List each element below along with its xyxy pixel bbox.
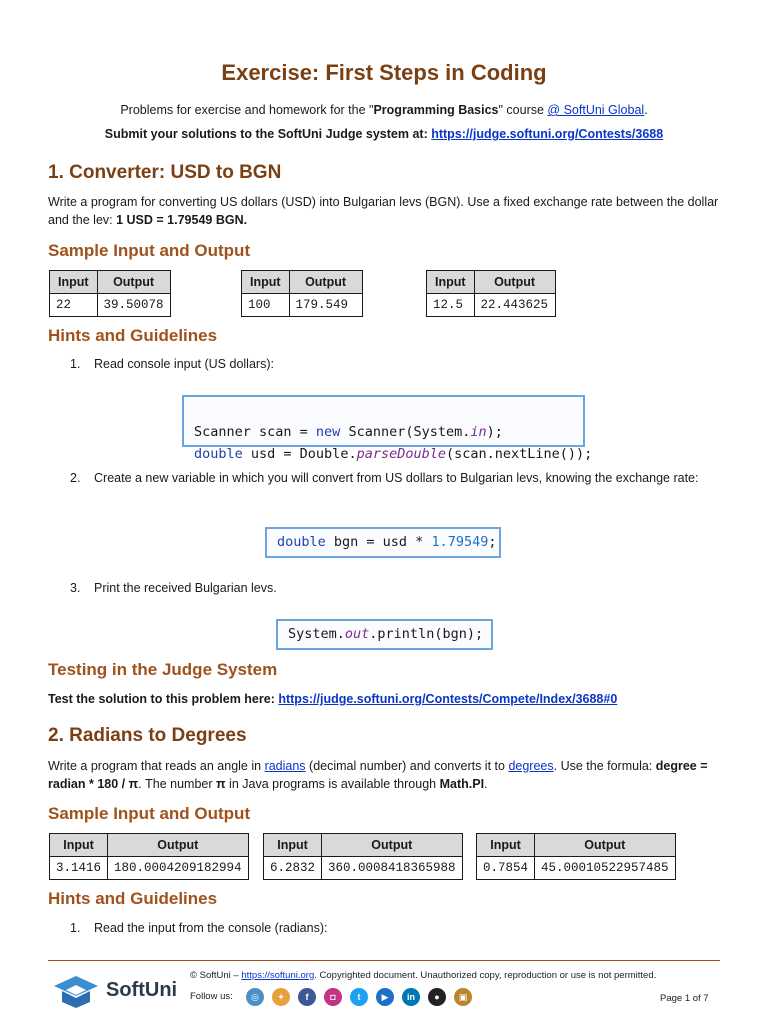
formula: degree = radian * 180 / π <box>48 759 708 791</box>
follow-us-label: Follow us: <box>190 991 233 1002</box>
output-cell: 360.0008418365988 <box>322 857 463 880</box>
section2-description: Write a program that reads an angle in radians (decimal number) and converts it to degrees. Use the formula: degree = radian * 180 / π. The number π in Java programs is available through Math.PI. <box>48 759 708 791</box>
input-header: Input <box>264 834 322 857</box>
step-number: 3. <box>70 581 81 595</box>
step-text: Read the input from the console (radians): <box>94 921 328 935</box>
instagram-icon[interactable]: ◘ <box>324 988 342 1006</box>
social-icons <box>246 988 472 1006</box>
footer-divider <box>48 960 720 961</box>
input-cell: 22 <box>50 294 98 317</box>
section1-description <box>48 193 720 229</box>
twitter-icon[interactable]: t <box>350 988 368 1006</box>
linkedin-icon[interactable]: in <box>402 988 420 1006</box>
code-snippet-read-input: Scanner scan = new Scanner(System.in); double usd = Double.parseDouble(scan.nextLine()); <box>182 395 585 447</box>
brand-name: SoftUni <box>106 979 178 1001</box>
step-number: 2. <box>70 471 81 485</box>
shop-icon[interactable]: ▣ <box>454 988 472 1006</box>
github-icon[interactable]: ● <box>428 988 446 1006</box>
step-number: 1. <box>70 357 81 371</box>
section2-heading: 2. Radians to Degrees <box>48 725 247 746</box>
degrees-link[interactable]: degrees <box>508 759 554 773</box>
judge-contest-link[interactable]: https://judge.softuni.org/Contests/3688 <box>431 127 664 141</box>
radians-link[interactable]: radians <box>264 759 306 773</box>
code-snippet-convert: double bgn = usd * 1.79549; <box>265 527 501 558</box>
intro-line-2 <box>0 127 768 141</box>
judge-problem-link[interactable]: https://judge.softuni.org/Contests/Compete/Index/3688#0 <box>278 692 618 706</box>
step-text: Print the received Bulgarian levs. <box>94 581 277 595</box>
softuni-global-link[interactable]: @ SoftUni Global <box>547 103 645 117</box>
softuni-site-link[interactable]: https://softuni.org <box>241 970 315 981</box>
input-header: Input <box>427 271 475 294</box>
intro-text: " course <box>498 103 548 117</box>
facebook-icon[interactable]: f <box>298 988 316 1006</box>
code-snippet-print: System.out.println(bgn); <box>276 619 493 650</box>
intro-text: Problems for exercise and homework for the " <box>120 103 374 117</box>
section1-heading: 1. Converter: USD to BGN <box>48 162 282 183</box>
testing-line <box>48 690 720 708</box>
softuni-logo[interactable] <box>52 970 182 1010</box>
intro-text: . <box>644 103 648 117</box>
output-header: Output <box>474 271 555 294</box>
sample-table-4 <box>49 833 249 880</box>
softuni-icon[interactable]: ✦ <box>272 988 290 1006</box>
output-cell: 45.00010522957485 <box>535 857 676 880</box>
step-text: Read console input (US dollars): <box>94 357 274 371</box>
section1-sample-heading: Sample Input and Output <box>48 241 251 260</box>
page-title: Exercise: First Steps in Coding <box>221 60 547 85</box>
output-cell: 39.50078 <box>97 294 170 317</box>
section2-sample-heading: Sample Input and Output <box>48 804 251 823</box>
output-header: Output <box>322 834 463 857</box>
section2-hints-heading: Hints and Guidelines <box>48 889 218 908</box>
testing-heading: Testing in the Judge System <box>48 660 278 679</box>
testing-text: Test the solution to this problem here: <box>48 692 279 706</box>
input-header: Input <box>50 271 98 294</box>
step-text: Create a new variable in which you will convert from US dollars to Bulgarian levs, knowing the exchange rate: <box>94 471 699 485</box>
softuni-global-icon[interactable]: ◎ <box>246 988 264 1006</box>
output-header: Output <box>97 271 170 294</box>
course-name: Programming Basics <box>373 103 499 117</box>
sample-table-1 <box>49 270 171 317</box>
submit-text: Submit your solutions to the SoftUni Judge system at: <box>104 127 432 141</box>
input-cell: 3.1416 <box>50 857 108 880</box>
sample-table-2 <box>241 270 363 317</box>
sample-table-3 <box>426 270 556 317</box>
intro-line-1 <box>0 103 768 117</box>
description-text: Write a program for converting US dollars (USD) into Bulgarian levs (BGN). Use a fixed exchange rate between the dollar and the lev: <box>48 195 719 227</box>
input-cell: 0.7854 <box>477 857 535 880</box>
output-header: Output <box>535 834 676 857</box>
section1-hints-heading: Hints and Guidelines <box>48 326 218 345</box>
output-header: Output <box>289 271 362 294</box>
output-header: Output <box>108 834 249 857</box>
output-cell: 180.0004209182994 <box>108 857 249 880</box>
input-cell: 6.2832 <box>264 857 322 880</box>
input-cell: 12.5 <box>427 294 475 317</box>
math-pi: Math.PI <box>439 777 485 791</box>
page-number: Page 1 of 7 <box>660 993 709 1004</box>
sample-table-5 <box>263 833 463 880</box>
youtube-icon[interactable]: ▶ <box>376 988 394 1006</box>
input-header: Input <box>242 271 290 294</box>
input-header: Input <box>50 834 108 857</box>
output-cell: 22.443625 <box>474 294 555 317</box>
output-cell: 179.549 <box>289 294 362 317</box>
input-header: Input <box>477 834 535 857</box>
input-cell: 100 <box>242 294 290 317</box>
step-number: 1. <box>70 921 81 935</box>
exchange-rate: 1 USD = 1.79549 BGN. <box>116 213 248 227</box>
sample-table-6 <box>476 833 676 880</box>
copyright-notice: © SoftUni – https://softuni.org. Copyrighted document. Unauthorized copy, reproduction or use is not permitted. <box>190 970 657 981</box>
